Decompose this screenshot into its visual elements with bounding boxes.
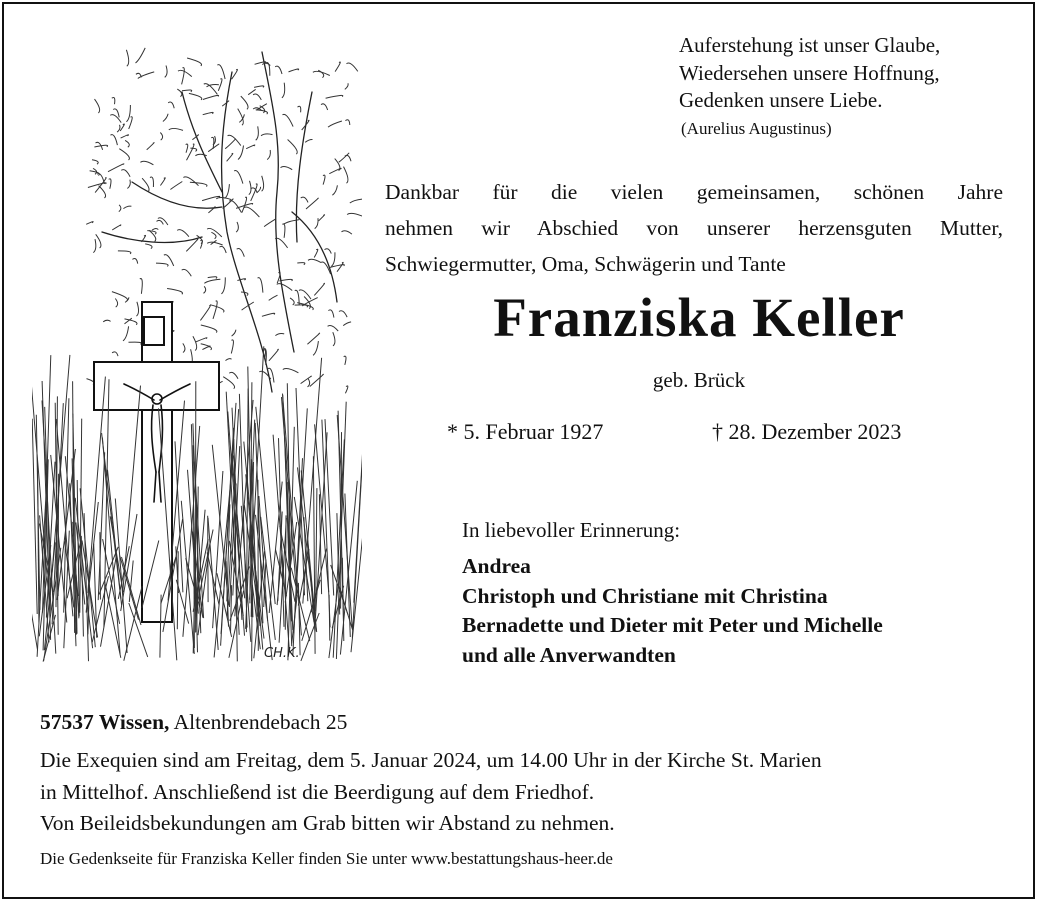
maiden-name: geb. Brück xyxy=(652,368,746,392)
mourner-name: und alle Anverwandten xyxy=(462,642,676,667)
intro-line: Dankbar für die vielen gemeinsamen, schönen Jahre xyxy=(385,180,1003,204)
death-date: † 28. Dezember 2023 xyxy=(712,419,902,444)
obituary-notice xyxy=(2,2,1035,899)
funeral-details xyxy=(40,745,1010,840)
funeral-line: Von Beileidsbekundungen am Grab bitten wir Abstand zu nehmen. xyxy=(40,811,615,835)
mourners-list xyxy=(462,552,883,670)
address-street: Altenbrendebach 25 xyxy=(173,710,348,734)
address xyxy=(40,710,347,735)
birth-date: * 5. Februar 1927 xyxy=(447,419,604,444)
quote-author: (Aurelius Augustinus) xyxy=(681,118,832,138)
mourners-label: In liebevoller Erinnerung: xyxy=(462,518,681,542)
memorial-page-note: Die Gedenkseite für Franziska Keller finden Sie unter www.bestattungshaus-heer.de xyxy=(40,849,613,868)
artist-signature: CH.K. xyxy=(264,646,300,661)
mourner-name: Christoph und Christiane mit Christina xyxy=(462,583,828,608)
wayside-cross-illustration xyxy=(32,32,362,672)
funeral-line: in Mittelhof. Anschließend ist die Beerdigung auf dem Friedhof. xyxy=(40,779,595,804)
quote-line: Wiedersehen unsere Hoffnung, xyxy=(679,60,940,85)
quote-line: Gedenken unsere Liebe. xyxy=(679,88,883,112)
deceased-name: Franziska Keller xyxy=(493,287,905,348)
mourner-name: Bernadette und Dieter mit Peter und Michelle xyxy=(462,613,883,637)
mourner-name: Andrea xyxy=(462,554,531,578)
funeral-line: Die Exequien sind am Freitag, dem 5. Januar 2024, um 14.00 Uhr in der Kirche St. Marien xyxy=(40,748,822,772)
address-city: 57537 Wissen, xyxy=(40,710,170,734)
quote-line: Auferstehung ist unser Glaube, xyxy=(679,33,941,57)
intro-text xyxy=(385,174,1003,282)
intro-line: nehmen wir Abschied von unserer herzensguten Mutter, xyxy=(385,216,1003,240)
intro-line: Schwiegermutter, Oma, Schwägerin und Tante xyxy=(385,252,786,276)
quote-block xyxy=(679,32,940,142)
